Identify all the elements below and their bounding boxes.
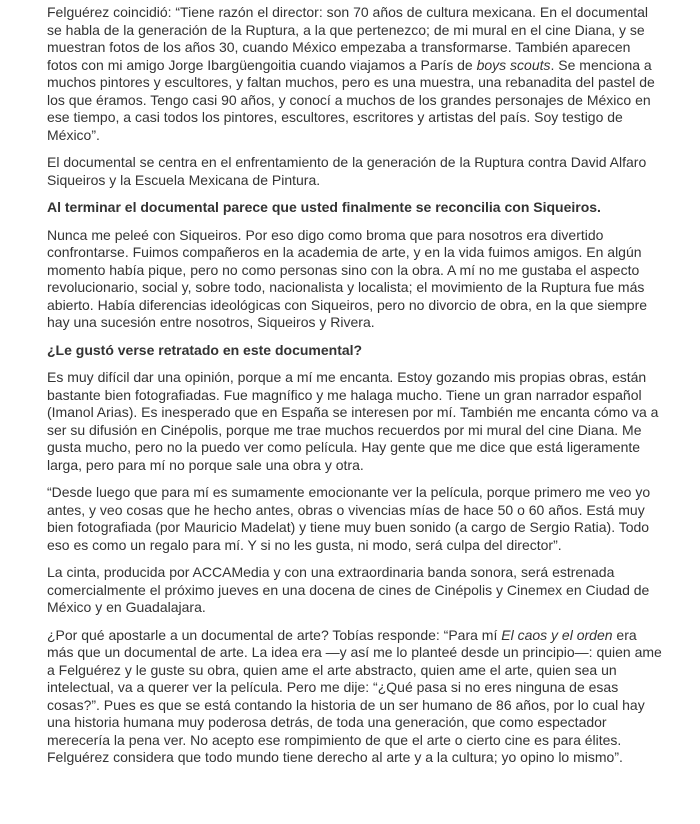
- text-run: Nunca me peleé con Siqueiros. Por eso digo como broma que para nosotros era divertido confrontarse. Fuimos compañeros en la academia de arte, y en la vida fuimos amigos. En algún momento había pique, pero no como personas sino con la obra. A mí no me gustaba el aspecto revolucionario, social y, sobre todo, nacionalista y localista; el movimiento de la Ruptura fue más abierto. Había diferencias ideológicas con Siqueiros, pero no divorcio de obra, en la que siempre hay una sucesión entre nosotros, Siqueiros y Rivera.: [47, 226, 648, 330]
- italic-text-run: El caos y el orden: [501, 626, 613, 643]
- text-run: Al terminar el documental parece que usted finalmente se reconcilia con Siqueiros.: [47, 199, 601, 215]
- article-paragraph: [47, 154, 663, 189]
- interview-question: [47, 199, 663, 217]
- text-run: “Desde luego que para mí es sumamente emocionante ver la película, porque primero me veo yo antes, y veo cosas que he hecho antes, obras o vivencias mías de hace 50 o 60 años. Está muy bien fotografiada (por Mauricio Madelat) y tiene muy buen sonido (a cargo de Sergio Ratia). Todo eso es como un regalo para mí. Y si no les gusta, ni modo, será culpa del director”.: [47, 484, 651, 553]
- interview-question: [47, 342, 663, 360]
- text-run: El documental se centra en el enfrentamiento de la generación de la Ruptura contra David Alfaro Siqueiros y la Escuela Mexicana de Pintura.: [47, 154, 647, 188]
- text-run: La cinta, producida por ACCAMedia y con una extraordinaria banda sonora, será estrenada comercialmente el próximo jueves en una docena de cines de Cinépolis y Cinemex en Ciudad de México y en Guadalajara.: [47, 564, 650, 615]
- article-paragraph: [47, 627, 663, 767]
- text-run: Felguérez coincidió: “Tiene razón el director: son 70 años de cultura mexicana. En el documental se habla de la generación de la Ruptura, a la que pertenezco; de mi mural en el cine Diana, y se muestran fotos de los años 30, cuando México empezaba a transformarse. También aparecen fotos con mi amigo Jorge Ibargüengoitia cuando viajamos a París de: [47, 4, 649, 73]
- text-run: ¿Por qué apostarle a un documental de arte? Tobías responde: “Para mí: [47, 626, 502, 643]
- italic-text-run: boys scouts: [476, 56, 551, 73]
- text-run: ¿Le gustó verse retratado en este documental?: [47, 341, 363, 358]
- article-paragraph: [47, 4, 663, 144]
- article-paragraph: [47, 227, 663, 332]
- text-run: Es muy difícil dar una opinión, porque a mí me encanta. Estoy gozando mis propias obras, están bastante bien fotografiadas. Fue magnífico y me halaga mucho. Tiene un gran narrador español (Imanol Arias). Es inesperado que en España se interesen por mí. También me encanta cómo va a ser su difusión en Cinépolis, porque me trae muchos recuerdos por mi mural del cine Diana. Me gusta mucho, pero no la puedo ver como película. Hay gente que me dice que está ligeramente larga, pero para mí no porque sale una obra y otra.: [47, 369, 659, 473]
- text-run: . Se menciona a muchos pintores y escultores, y faltan muchos, pero es una muestra, una rebanadita del pastel de los que éramos. Tengo casi 90 años, y conocí a muchos de los grandes personajes de México en ese tiempo, a casi todos los pintores, escultores, escritores y artistas del país. Soy testigo de México”.: [47, 56, 655, 143]
- article-body: [47, 4, 663, 777]
- article-paragraph: [47, 484, 663, 554]
- article-paragraph: [47, 369, 663, 474]
- article-paragraph: [47, 564, 663, 617]
- text-run: era más que un documental de arte. La idea era —y así me lo planteé desde un principio—: quien ame a Felguérez y le guste su obra, quien ame el arte abstracto, quien ame el arte, quien sea un intelectual, va a querer ver la película. Pero me dije: “¿Qué pasa si no eres ninguna de esas cosas?”. Pues es que se está contando la historia de un ser humano de 86 años, por lo cual hay una historia humana muy poderosa detrás, de toda una generación, que como espectador merecería la pena ver. No acepto ese rompimiento de que el arte o cierto cine es para élites. Felguérez considera que todo mundo tiene derecho al arte y a la cultura; yo opino lo mismo”.: [47, 626, 662, 765]
